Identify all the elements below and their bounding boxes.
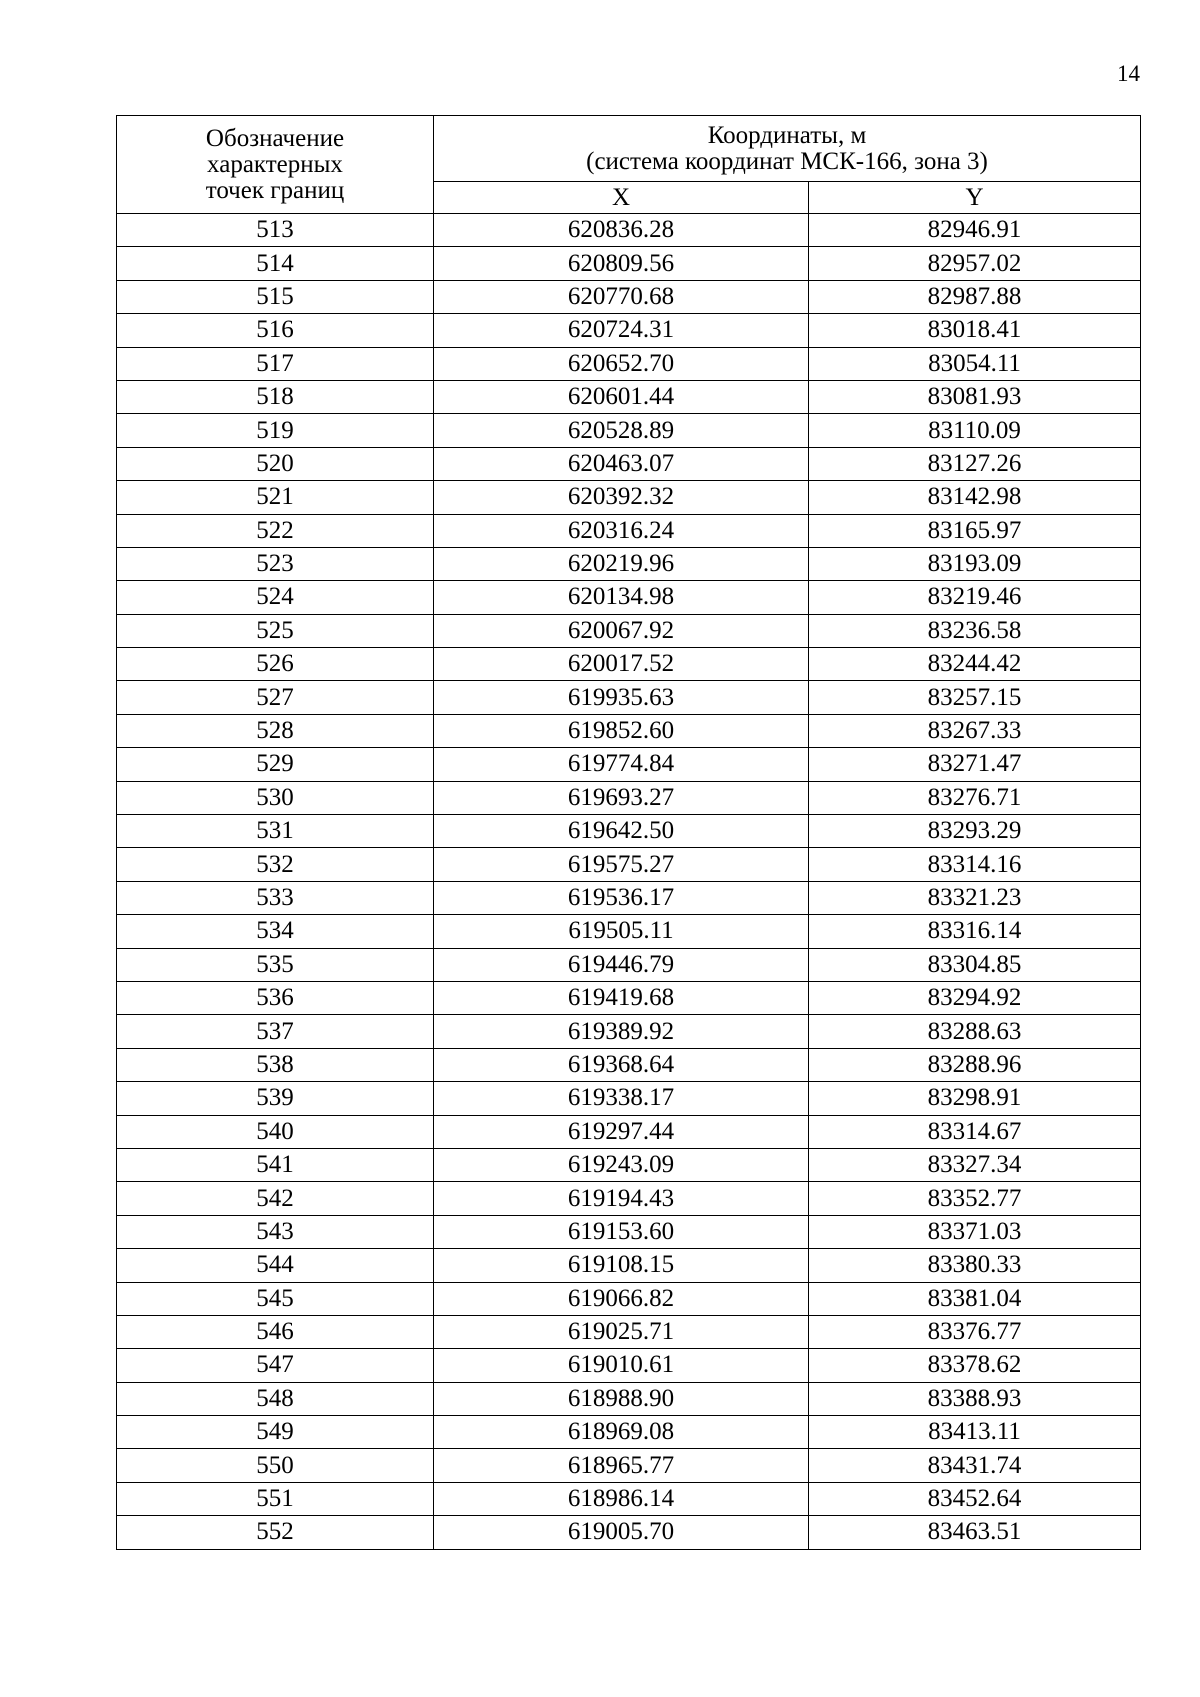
- y-coordinate-cell: 83298.91: [809, 1082, 1141, 1115]
- y-coordinate-cell: 83314.16: [809, 848, 1141, 881]
- y-coordinate-cell: 83018.41: [809, 314, 1141, 347]
- x-coordinate-cell: 619419.68: [434, 981, 809, 1014]
- point-id-cell: 550: [117, 1449, 434, 1482]
- table-row: [117, 280, 1141, 313]
- point-id-cell: 538: [117, 1048, 434, 1081]
- x-coordinate-cell: 619338.17: [434, 1082, 809, 1115]
- point-id-cell: 526: [117, 648, 434, 681]
- coordinates-table: [116, 115, 1141, 1550]
- x-coordinate-cell: 619010.61: [434, 1349, 809, 1382]
- point-header-line-2: характерных: [207, 150, 343, 178]
- y-coordinate-cell: 83378.62: [809, 1349, 1141, 1382]
- y-coordinate-cell: 83376.77: [809, 1315, 1141, 1348]
- x-coordinate-cell: 620017.52: [434, 648, 809, 681]
- x-coordinate-cell: 619005.70: [434, 1516, 809, 1549]
- x-coordinate-cell: 619243.09: [434, 1148, 809, 1181]
- y-coordinate-cell: 83294.92: [809, 981, 1141, 1014]
- point-id-cell: 515: [117, 280, 434, 313]
- x-coordinate-cell: 619153.60: [434, 1215, 809, 1248]
- point-id-cell: 534: [117, 915, 434, 948]
- coordinate-system-subtitle: (система координат МСК-166, зона 3): [586, 147, 988, 175]
- y-coordinate-cell: 82957.02: [809, 247, 1141, 280]
- point-id-cell: 524: [117, 581, 434, 614]
- table-row: [117, 1449, 1141, 1482]
- table-row: [117, 981, 1141, 1014]
- table-row: [117, 247, 1141, 280]
- y-coordinate-cell: 83142.98: [809, 481, 1141, 514]
- y-coordinate-cell: 83352.77: [809, 1182, 1141, 1215]
- y-coordinate-cell: 83316.14: [809, 915, 1141, 948]
- point-id-cell: 547: [117, 1349, 434, 1382]
- x-coordinate-cell: 620067.92: [434, 614, 809, 647]
- y-coordinate-cell: 83127.26: [809, 447, 1141, 480]
- point-id-cell: 525: [117, 614, 434, 647]
- y-coordinate-cell: 83321.23: [809, 881, 1141, 914]
- page-number: 14: [1117, 61, 1140, 86]
- table-row: [117, 1048, 1141, 1081]
- x-coordinate-cell: 619693.27: [434, 781, 809, 814]
- point-id-cell: 548: [117, 1382, 434, 1415]
- coordinates-header: [434, 116, 1141, 182]
- x-coordinate-cell: 620809.56: [434, 247, 809, 280]
- table-row: [117, 748, 1141, 781]
- y-coordinate-cell: 83193.09: [809, 547, 1141, 580]
- point-id-cell: 542: [117, 1182, 434, 1215]
- point-id-cell: 551: [117, 1482, 434, 1515]
- y-coordinate-cell: 83271.47: [809, 748, 1141, 781]
- x-coordinate-cell: 619108.15: [434, 1249, 809, 1282]
- table-row: [117, 1082, 1141, 1115]
- x-coordinate-cell: 619025.71: [434, 1315, 809, 1348]
- point-id-cell: 552: [117, 1516, 434, 1549]
- coordinates-title: Координаты, м: [707, 121, 867, 149]
- x-coordinate-cell: 620316.24: [434, 514, 809, 547]
- point-id-cell: 522: [117, 514, 434, 547]
- x-coordinate-cell: 619368.64: [434, 1048, 809, 1081]
- table-row: [117, 1416, 1141, 1449]
- point-id-cell: 520: [117, 447, 434, 480]
- point-id-cell: 537: [117, 1015, 434, 1048]
- table-row: [117, 1349, 1141, 1382]
- point-id-cell: 518: [117, 380, 434, 413]
- x-coordinate-cell: 618986.14: [434, 1482, 809, 1515]
- table-row: [117, 848, 1141, 881]
- point-header-line-3: точек границ: [205, 176, 345, 204]
- point-id-cell: 527: [117, 681, 434, 714]
- table-row: [117, 414, 1141, 447]
- y-coordinate-cell: 83463.51: [809, 1516, 1141, 1549]
- x-coordinate-cell: 618969.08: [434, 1416, 809, 1449]
- table-row: [117, 314, 1141, 347]
- table-row: [117, 915, 1141, 948]
- x-coordinate-cell: 619642.50: [434, 815, 809, 848]
- table-row: [117, 481, 1141, 514]
- table-row: [117, 1282, 1141, 1315]
- point-id-cell: 530: [117, 781, 434, 814]
- y-coordinate-cell: 83236.58: [809, 614, 1141, 647]
- point-id-cell: 533: [117, 881, 434, 914]
- point-id-cell: 536: [117, 981, 434, 1014]
- y-coordinate-cell: 83054.11: [809, 347, 1141, 380]
- point-id-cell: 528: [117, 714, 434, 747]
- table-header: [117, 116, 1141, 214]
- y-coordinate-cell: 83327.34: [809, 1148, 1141, 1181]
- x-coordinate-cell: 618965.77: [434, 1449, 809, 1482]
- y-coordinate-cell: 83314.67: [809, 1115, 1141, 1148]
- y-coordinate-cell: 83388.93: [809, 1382, 1141, 1415]
- x-coordinate-cell: 620219.96: [434, 547, 809, 580]
- x-coordinate-cell: 619536.17: [434, 881, 809, 914]
- point-id-cell: 544: [117, 1249, 434, 1282]
- point-id-cell: 540: [117, 1115, 434, 1148]
- table-row: [117, 1482, 1141, 1515]
- point-id-cell: 529: [117, 748, 434, 781]
- table-row: [117, 781, 1141, 814]
- y-coordinate-cell: 83413.11: [809, 1416, 1141, 1449]
- y-coordinate-cell: 83452.64: [809, 1482, 1141, 1515]
- table-row: [117, 1115, 1141, 1148]
- table-row: [117, 547, 1141, 580]
- y-coordinate-cell: 83431.74: [809, 1449, 1141, 1482]
- point-id-cell: 543: [117, 1215, 434, 1248]
- y-coordinate-cell: 83276.71: [809, 781, 1141, 814]
- table-row: [117, 447, 1141, 480]
- x-coordinate-cell: 620652.70: [434, 347, 809, 380]
- x-coordinate-cell: 620836.28: [434, 214, 809, 247]
- point-designation-header: [117, 116, 434, 214]
- table-row: [117, 1182, 1141, 1215]
- table-row: [117, 614, 1141, 647]
- point-id-cell: 517: [117, 347, 434, 380]
- point-id-cell: 521: [117, 481, 434, 514]
- y-coordinate-cell: 83304.85: [809, 948, 1141, 981]
- y-coordinate-cell: 83165.97: [809, 514, 1141, 547]
- y-column-header: Y: [809, 182, 1141, 214]
- y-coordinate-cell: 83257.15: [809, 681, 1141, 714]
- y-coordinate-cell: 83288.96: [809, 1048, 1141, 1081]
- y-coordinate-cell: 83371.03: [809, 1215, 1141, 1248]
- table-row: [117, 1516, 1141, 1549]
- table-row: [117, 681, 1141, 714]
- table-row: [117, 1382, 1141, 1415]
- table-row: [117, 380, 1141, 413]
- table-row: [117, 1148, 1141, 1181]
- table-row: [117, 648, 1141, 681]
- y-coordinate-cell: 83380.33: [809, 1249, 1141, 1282]
- x-coordinate-cell: 619935.63: [434, 681, 809, 714]
- table-row: [117, 1015, 1141, 1048]
- x-coordinate-cell: 619297.44: [434, 1115, 809, 1148]
- x-coordinate-cell: 620770.68: [434, 280, 809, 313]
- point-id-cell: 514: [117, 247, 434, 280]
- point-id-cell: 516: [117, 314, 434, 347]
- table-row: [117, 815, 1141, 848]
- table-row: [117, 1249, 1141, 1282]
- table-row: [117, 214, 1141, 247]
- x-coordinate-cell: 619774.84: [434, 748, 809, 781]
- x-coordinate-cell: 620392.32: [434, 481, 809, 514]
- y-coordinate-cell: 83219.46: [809, 581, 1141, 614]
- point-id-cell: 535: [117, 948, 434, 981]
- x-coordinate-cell: 620601.44: [434, 380, 809, 413]
- point-id-cell: 531: [117, 815, 434, 848]
- y-coordinate-cell: 83267.33: [809, 714, 1141, 747]
- point-id-cell: 545: [117, 1282, 434, 1315]
- x-coordinate-cell: 619446.79: [434, 948, 809, 981]
- y-coordinate-cell: 83288.63: [809, 1015, 1141, 1048]
- point-id-cell: 549: [117, 1416, 434, 1449]
- table-row: [117, 514, 1141, 547]
- x-coordinate-cell: 619194.43: [434, 1182, 809, 1215]
- point-header-line-1: Обозначение: [205, 124, 345, 152]
- y-coordinate-cell: 82987.88: [809, 280, 1141, 313]
- table-row: [117, 1315, 1141, 1348]
- point-id-cell: 539: [117, 1082, 434, 1115]
- y-coordinate-cell: 82946.91: [809, 214, 1141, 247]
- x-coordinate-cell: 620724.31: [434, 314, 809, 347]
- table-row: [117, 881, 1141, 914]
- point-id-cell: 546: [117, 1315, 434, 1348]
- y-coordinate-cell: 83244.42: [809, 648, 1141, 681]
- table-row: [117, 948, 1141, 981]
- y-coordinate-cell: 83081.93: [809, 380, 1141, 413]
- y-coordinate-cell: 83381.04: [809, 1282, 1141, 1315]
- x-coordinate-cell: 620528.89: [434, 414, 809, 447]
- x-column-header: X: [434, 182, 809, 214]
- x-coordinate-cell: 620463.07: [434, 447, 809, 480]
- y-coordinate-cell: 83110.09: [809, 414, 1141, 447]
- table-row: [117, 581, 1141, 614]
- x-coordinate-cell: 619852.60: [434, 714, 809, 747]
- y-coordinate-cell: 83293.29: [809, 815, 1141, 848]
- table-row: [117, 347, 1141, 380]
- point-id-cell: 532: [117, 848, 434, 881]
- table-row: [117, 1215, 1141, 1248]
- x-coordinate-cell: 619575.27: [434, 848, 809, 881]
- x-coordinate-cell: 619066.82: [434, 1282, 809, 1315]
- x-coordinate-cell: 619505.11: [434, 915, 809, 948]
- point-id-cell: 541: [117, 1148, 434, 1181]
- x-coordinate-cell: 618988.90: [434, 1382, 809, 1415]
- point-id-cell: 519: [117, 414, 434, 447]
- table-row: [117, 714, 1141, 747]
- x-coordinate-cell: 620134.98: [434, 581, 809, 614]
- point-id-cell: 513: [117, 214, 434, 247]
- x-coordinate-cell: 619389.92: [434, 1015, 809, 1048]
- table-body: [117, 214, 1141, 1550]
- point-id-cell: 523: [117, 547, 434, 580]
